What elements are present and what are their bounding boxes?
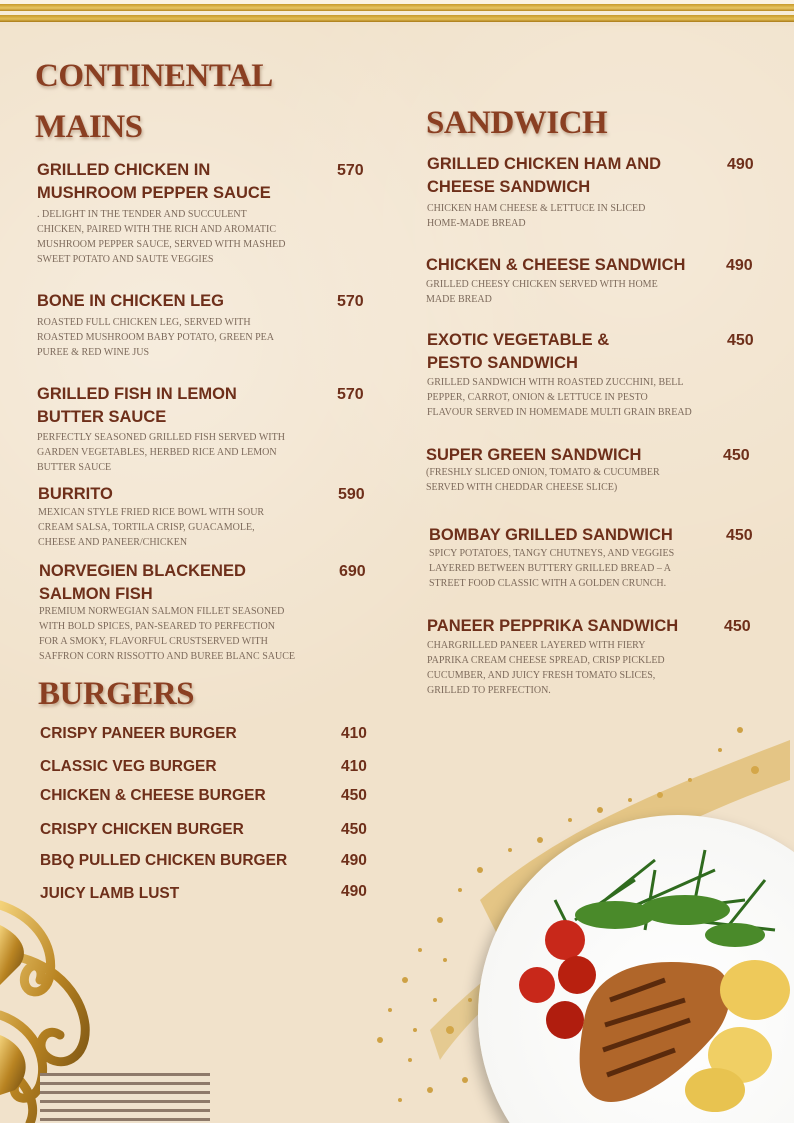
item-price: 490: [727, 156, 754, 173]
item-name: SUPER GREEN SANDWICH: [426, 446, 642, 464]
item-description: SPICY POTATOES, TANGY CHUTNEYS, AND VEGGIES LAYERED BETWEEN BUTTERY GRILLED BREAD – A STREET FOOD CLASSIC WITH A GOLDEN CRUNCH.: [429, 548, 675, 589]
burger-price: 490: [341, 852, 367, 869]
item-name: EXOTIC VEGETABLE &: [427, 331, 610, 349]
item-description: ROASTED FULL CHICKEN LEG, SERVED WITH ROASTED MUSHROOM BABY POTATO, GREEN PEA PUREE & RED WINE JUS: [37, 317, 275, 358]
continental-title: CONTINENTAL: [35, 58, 273, 94]
item-name: BONE IN CHICKEN LEG: [37, 292, 225, 310]
item-name: BOMBAY GRILLED SANDWICH: [429, 526, 673, 544]
item-name-line2: BUTTER SAUCE: [37, 408, 167, 426]
burger-name: CLASSIC VEG BURGER: [40, 758, 217, 775]
menu-item: [38, 483, 368, 553]
menu-item: [427, 615, 757, 705]
burger-price: 450: [341, 821, 367, 838]
item-name: PANEER PEPPRIKA SANDWICH: [427, 617, 679, 635]
item-name: GRILLED FISH IN LEMON: [37, 385, 237, 403]
menu-item: [426, 444, 756, 504]
burger-name: BBQ PULLED CHICKEN BURGER: [40, 852, 288, 869]
item-price: 690: [339, 563, 366, 580]
item-name-line2: PESTO SANDWICH: [427, 354, 578, 372]
item-price: 450: [724, 618, 751, 635]
item-price: 450: [723, 447, 750, 464]
burger-name: CHICKEN & CHEESE BURGER: [40, 787, 266, 804]
burger-price: 410: [341, 725, 367, 742]
burger-name: CRISPY PANEER BURGER: [40, 725, 237, 742]
burger-price: 410: [341, 758, 367, 775]
gold-top-border: [0, 0, 794, 26]
item-description: CHARGRILLED PANEER LAYERED WITH FIERY PAPRIKA CREAM CHEESE SPREAD, CRISP PICKLED CUCUMBER, AND JUICY FRESH TOMATO SLICES, GRILLED TO PERFECTION.: [427, 640, 665, 696]
burger-price: 490: [341, 883, 367, 900]
burger-name: CRISPY CHICKEN BURGER: [40, 821, 244, 838]
menu-item: [39, 560, 369, 670]
grilled-chicken-salad-icon: [515, 840, 794, 1123]
item-price: 570: [337, 293, 364, 310]
item-name: BURRITO: [38, 485, 113, 503]
item-price: 570: [337, 386, 364, 403]
menu-item: [427, 153, 757, 233]
burger-name: JUICY LAMB LUST: [40, 885, 180, 902]
item-description: PERFECTLY SEASONED GRILLED FISH SERVED WITH GARDEN VEGETABLES, HERBED RICE AND LEMON BUTTER SAUCE: [37, 432, 285, 473]
item-name-line2: SALMON FISH: [39, 585, 153, 603]
burger-price: 450: [341, 787, 367, 804]
menu-item: [426, 254, 756, 314]
item-description: GRILLED SANDWICH WITH ROASTED ZUCCHINI, BELL PEPPER, CARROT, ONION & LETTUCE IN PESTO FLAVOUR SERVED IN HOMEMADE MULTI GRAIN BREAD: [427, 377, 692, 418]
menu-item: [429, 524, 759, 599]
mains-title: MAINS: [35, 109, 143, 145]
item-name: GRILLED CHICKEN IN: [37, 161, 211, 179]
item-name: GRILLED CHICKEN HAM AND: [427, 155, 662, 173]
menu-item: [37, 159, 367, 269]
sandwich-title: SANDWICH: [426, 105, 608, 141]
item-name-line2: CHEESE SANDWICH: [427, 178, 591, 196]
menu-item: [427, 329, 757, 424]
item-price: 450: [727, 332, 754, 349]
item-price: 570: [337, 162, 364, 179]
item-description: CHICKEN HAM CHEESE & LETTUCE IN SLICED HOME-MADE BREAD: [427, 203, 646, 229]
decorative-stripes: [40, 1073, 210, 1123]
item-price: 590: [338, 486, 365, 503]
item-name: NORVEGIEN BLACKENED: [39, 562, 246, 580]
item-description: (FRESHLY SLICED ONION, TOMATO & CUCUMBER SERVED WITH CHEDDAR CHEESE SLICE): [426, 467, 660, 493]
item-name-line2: MUSHROOM PEPPER SAUCE: [37, 184, 271, 202]
item-price: 450: [726, 527, 753, 544]
burgers-title: BURGERS: [38, 676, 195, 712]
item-name: CHICKEN & CHEESE SANDWICH: [426, 256, 686, 274]
item-description: . DELIGHT IN THE TENDER AND SUCCULENT CHICKEN, PAIRED WITH THE RICH AND AROMATIC MUSHROOM PEPPER SAUCE, SERVED WITH MASHED SWEET POTATO AND SAUTE VEGGIES: [37, 209, 286, 265]
item-description: MEXICAN STYLE FRIED RICE BOWL WITH SOUR CREAM SALSA, TORTILA CRISP, GUACAMOLE, CHEESE AND PANEER/CHICKEN: [38, 507, 265, 548]
menu-item: [37, 290, 367, 360]
item-description: GRILLED CHEESY CHICKEN SERVED WITH HOME MADE BREAD: [426, 279, 658, 305]
item-description: PREMIUM NORWEGIAN SALMON FILLET SEASONED WITH BOLD SPICES, PAN-SEARED TO PERFECTION FOR A SMOKY, FLAVORFUL CRUSTSERVED WITH SAFFRON CORN RISSOTTO AND BUREE BLANC SAUCE: [39, 606, 295, 662]
menu-item: [37, 383, 367, 478]
item-price: 490: [726, 257, 753, 274]
